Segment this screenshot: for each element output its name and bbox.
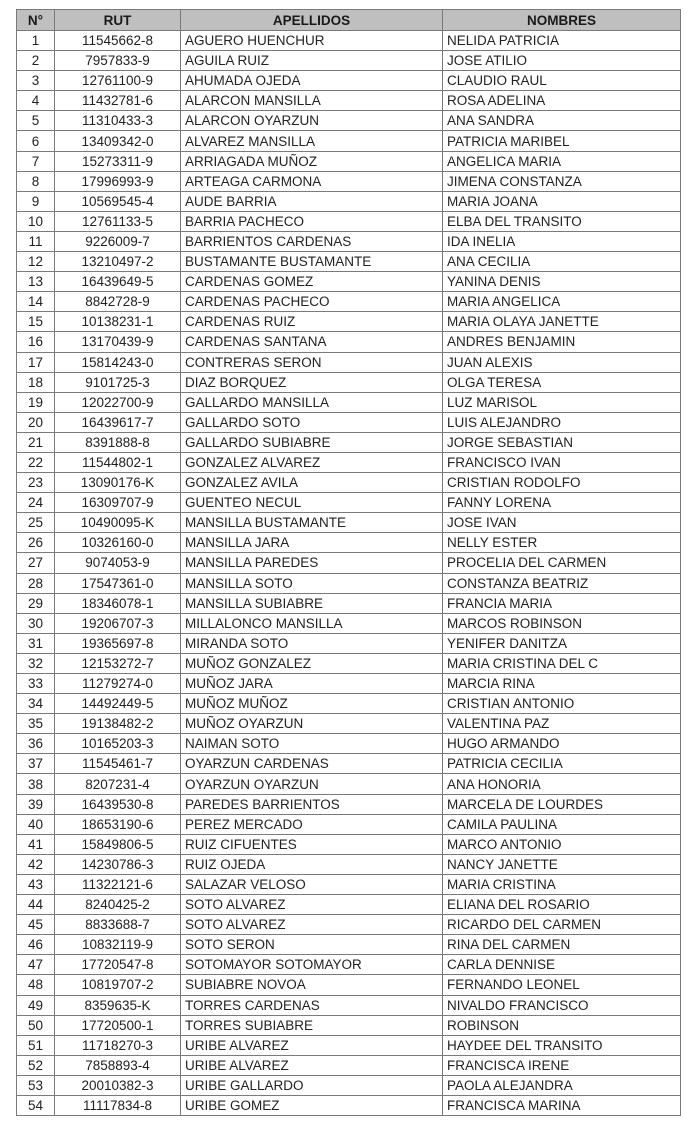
apellidos-cell: MANSILLA SUBIABRE xyxy=(181,593,443,613)
rut-cell: 20010382-3 xyxy=(55,1075,181,1095)
rut-cell: 11279274-0 xyxy=(55,674,181,694)
table-row xyxy=(17,392,681,412)
rut-cell: 8240425-2 xyxy=(55,895,181,915)
apellidos-cell: CARDENAS PACHECO xyxy=(181,292,443,312)
nombres-cell: ANA SANDRA xyxy=(443,111,681,131)
apellidos-cell: NAIMAN SOTO xyxy=(181,734,443,754)
apellidos-cell: TORRES SUBIABRE xyxy=(181,1015,443,1035)
rut-cell: 18653190-6 xyxy=(55,814,181,834)
row-number: 14 xyxy=(17,292,55,312)
rut-cell: 12153272-7 xyxy=(55,653,181,673)
row-number: 38 xyxy=(17,774,55,794)
apellidos-cell: GONZALEZ AVILA xyxy=(181,473,443,493)
nombres-cell: JOSE IVAN xyxy=(443,513,681,533)
header-rut: RUT xyxy=(55,10,181,31)
table-row xyxy=(17,854,681,874)
row-number: 42 xyxy=(17,854,55,874)
nombres-cell: JUAN ALEXIS xyxy=(443,352,681,372)
table-row xyxy=(17,874,681,894)
rut-cell: 10819707-2 xyxy=(55,975,181,995)
rut-cell: 19138482-2 xyxy=(55,714,181,734)
table-row xyxy=(17,292,681,312)
row-number: 49 xyxy=(17,995,55,1015)
table-row xyxy=(17,593,681,613)
row-number: 17 xyxy=(17,352,55,372)
rut-cell: 11544802-1 xyxy=(55,452,181,472)
table-row xyxy=(17,754,681,774)
table-row xyxy=(17,312,681,332)
nombres-cell: NELLY ESTER xyxy=(443,533,681,553)
row-number: 20 xyxy=(17,412,55,432)
table-row xyxy=(17,613,681,633)
row-number: 39 xyxy=(17,794,55,814)
rut-cell: 12022700-9 xyxy=(55,392,181,412)
row-number: 3 xyxy=(17,71,55,91)
apellidos-cell: SOTO ALVAREZ xyxy=(181,915,443,935)
rut-cell: 12761133-5 xyxy=(55,211,181,231)
table-row xyxy=(17,352,681,372)
apellidos-cell: OYARZUN CARDENAS xyxy=(181,754,443,774)
apellidos-cell: URIBE GALLARDO xyxy=(181,1075,443,1095)
rut-cell: 9101725-3 xyxy=(55,372,181,392)
apellidos-cell: TORRES CARDENAS xyxy=(181,995,443,1015)
row-number: 21 xyxy=(17,432,55,452)
rut-cell: 17720500-1 xyxy=(55,1015,181,1035)
nombres-cell: ELBA DEL TRANSITO xyxy=(443,211,681,231)
table-row xyxy=(17,975,681,995)
row-number: 19 xyxy=(17,392,55,412)
nombres-cell: FRANCISCO IVAN xyxy=(443,452,681,472)
row-number: 8 xyxy=(17,171,55,191)
table-row xyxy=(17,473,681,493)
nombres-cell: ROBINSON xyxy=(443,1015,681,1035)
nombres-cell: MARIA OLAYA JANETTE xyxy=(443,312,681,332)
apellidos-cell: RUIZ OJEDA xyxy=(181,854,443,874)
nombres-cell: JOSE ATILIO xyxy=(443,51,681,71)
table-row xyxy=(17,794,681,814)
row-number: 34 xyxy=(17,694,55,714)
rut-cell: 11310433-3 xyxy=(55,111,181,131)
apellidos-cell: OYARZUN OYARZUN xyxy=(181,774,443,794)
apellidos-cell: URIBE ALVAREZ xyxy=(181,1035,443,1055)
apellidos-cell: ALARCON MANSILLA xyxy=(181,91,443,111)
rut-cell: 17547361-0 xyxy=(55,573,181,593)
rut-cell: 11117834-8 xyxy=(55,1095,181,1115)
table-row xyxy=(17,151,681,171)
nombres-cell: FANNY LORENA xyxy=(443,493,681,513)
row-number: 27 xyxy=(17,553,55,573)
row-number: 41 xyxy=(17,834,55,854)
apellidos-cell: CARDENAS GOMEZ xyxy=(181,272,443,292)
row-number: 48 xyxy=(17,975,55,995)
apellidos-cell: RUIZ CIFUENTES xyxy=(181,834,443,854)
row-number: 47 xyxy=(17,955,55,975)
apellidos-cell: ARTEAGA CARMONA xyxy=(181,171,443,191)
row-number: 50 xyxy=(17,1015,55,1035)
rut-cell: 13409342-0 xyxy=(55,131,181,151)
nombres-cell: PATRICIA MARIBEL xyxy=(443,131,681,151)
rut-cell: 14492449-5 xyxy=(55,694,181,714)
row-number: 51 xyxy=(17,1035,55,1055)
nombres-cell: FERNANDO LEONEL xyxy=(443,975,681,995)
rut-cell: 16309707-9 xyxy=(55,493,181,513)
nombres-cell: HUGO ARMANDO xyxy=(443,734,681,754)
nombres-cell: LUIS ALEJANDRO xyxy=(443,412,681,432)
row-number: 46 xyxy=(17,935,55,955)
table-row xyxy=(17,252,681,272)
row-number: 54 xyxy=(17,1095,55,1115)
apellidos-cell: URIBE GOMEZ xyxy=(181,1095,443,1115)
row-number: 33 xyxy=(17,674,55,694)
nombres-cell: FRANCISCA MARINA xyxy=(443,1095,681,1115)
row-number: 4 xyxy=(17,91,55,111)
row-number: 5 xyxy=(17,111,55,131)
nombres-cell: ROSA ADELINA xyxy=(443,91,681,111)
apellidos-cell: AGUILA RUIZ xyxy=(181,51,443,71)
rut-cell: 10138231-1 xyxy=(55,312,181,332)
nombres-cell: MARIA CRISTINA xyxy=(443,874,681,894)
rut-cell: 17996993-9 xyxy=(55,171,181,191)
apellidos-cell: GALLARDO MANSILLA xyxy=(181,392,443,412)
apellidos-cell: BARRIA PACHECO xyxy=(181,211,443,231)
apellidos-cell: MANSILLA JARA xyxy=(181,533,443,553)
registry-table xyxy=(16,9,681,1116)
rut-cell: 10490095-K xyxy=(55,513,181,533)
apellidos-cell: CARDENAS RUIZ xyxy=(181,312,443,332)
header-nombres: NOMBRES xyxy=(443,10,681,31)
apellidos-cell: URIBE ALVAREZ xyxy=(181,1055,443,1075)
table-row xyxy=(17,955,681,975)
rut-cell: 9074053-9 xyxy=(55,553,181,573)
rut-cell: 11432781-6 xyxy=(55,91,181,111)
table-row xyxy=(17,71,681,91)
table-row xyxy=(17,633,681,653)
table-row xyxy=(17,1035,681,1055)
row-number: 7 xyxy=(17,151,55,171)
rut-cell: 12761100-9 xyxy=(55,71,181,91)
row-number: 15 xyxy=(17,312,55,332)
nombres-cell: YENIFER DANITZA xyxy=(443,633,681,653)
rut-cell: 13170439-9 xyxy=(55,332,181,352)
row-number: 6 xyxy=(17,131,55,151)
row-number: 18 xyxy=(17,372,55,392)
row-number: 13 xyxy=(17,272,55,292)
nombres-cell: MARIA CRISTINA DEL C xyxy=(443,653,681,673)
rut-cell: 13090176-K xyxy=(55,473,181,493)
apellidos-cell: SOTOMAYOR SOTOMAYOR xyxy=(181,955,443,975)
nombres-cell: ANA CECILIA xyxy=(443,252,681,272)
row-number: 25 xyxy=(17,513,55,533)
table-row xyxy=(17,412,681,432)
apellidos-cell: CONTRERAS SERON xyxy=(181,352,443,372)
row-number: 30 xyxy=(17,613,55,633)
nombres-cell: CARLA DENNISE xyxy=(443,955,681,975)
rut-cell: 11322121-6 xyxy=(55,874,181,894)
nombres-cell: OLGA TERESA xyxy=(443,372,681,392)
row-number: 52 xyxy=(17,1055,55,1075)
rut-cell: 15849806-5 xyxy=(55,834,181,854)
nombres-cell: ANGELICA MARIA xyxy=(443,151,681,171)
row-number: 40 xyxy=(17,814,55,834)
rut-cell: 15814243-0 xyxy=(55,352,181,372)
table-row xyxy=(17,1075,681,1095)
table-row xyxy=(17,432,681,452)
apellidos-cell: AGUERO HUENCHUR xyxy=(181,31,443,51)
apellidos-cell: SOTO ALVAREZ xyxy=(181,895,443,915)
apellidos-cell: ALVAREZ MANSILLA xyxy=(181,131,443,151)
apellidos-cell: BUSTAMANTE BUSTAMANTE xyxy=(181,252,443,272)
rut-cell: 7858893-4 xyxy=(55,1055,181,1075)
nombres-cell: ELIANA DEL ROSARIO xyxy=(443,895,681,915)
nombres-cell: JIMENA CONSTANZA xyxy=(443,171,681,191)
apellidos-cell: GALLARDO SOTO xyxy=(181,412,443,432)
header-apellidos: APELLIDOS xyxy=(181,10,443,31)
apellidos-cell: MANSILLA SOTO xyxy=(181,573,443,593)
nombres-cell: MARIA JOANA xyxy=(443,191,681,211)
table-row xyxy=(17,674,681,694)
rut-cell: 19206707-3 xyxy=(55,613,181,633)
table-row xyxy=(17,553,681,573)
table-row xyxy=(17,31,681,51)
apellidos-cell: GUENTEO NECUL xyxy=(181,493,443,513)
rut-cell: 10832119-9 xyxy=(55,935,181,955)
table-row xyxy=(17,653,681,673)
rut-cell: 10569545-4 xyxy=(55,191,181,211)
apellidos-cell: MUÑOZ JARA xyxy=(181,674,443,694)
apellidos-cell: CARDENAS SANTANA xyxy=(181,332,443,352)
row-number: 23 xyxy=(17,473,55,493)
nombres-cell: JORGE SEBASTIAN xyxy=(443,432,681,452)
row-number: 16 xyxy=(17,332,55,352)
table-row xyxy=(17,191,681,211)
rut-cell: 13210497-2 xyxy=(55,252,181,272)
rut-cell: 16439617-7 xyxy=(55,412,181,432)
rut-cell: 16439649-5 xyxy=(55,272,181,292)
apellidos-cell: SOTO SERON xyxy=(181,935,443,955)
row-number: 43 xyxy=(17,874,55,894)
row-number: 32 xyxy=(17,653,55,673)
row-number: 31 xyxy=(17,633,55,653)
table-row xyxy=(17,493,681,513)
nombres-cell: FRANCISCA IRENE xyxy=(443,1055,681,1075)
row-number: 9 xyxy=(17,191,55,211)
rut-cell: 18346078-1 xyxy=(55,593,181,613)
nombres-cell: PAOLA ALEJANDRA xyxy=(443,1075,681,1095)
row-number: 24 xyxy=(17,493,55,513)
apellidos-cell: PAREDES BARRIENTOS xyxy=(181,794,443,814)
rut-cell: 8359635-K xyxy=(55,995,181,1015)
table-row xyxy=(17,895,681,915)
row-number: 35 xyxy=(17,714,55,734)
nombres-cell: NANCY JANETTE xyxy=(443,854,681,874)
nombres-cell: MARCO ANTONIO xyxy=(443,834,681,854)
rut-cell: 9226009-7 xyxy=(55,231,181,251)
table-row xyxy=(17,231,681,251)
nombres-cell: LUZ MARISOL xyxy=(443,392,681,412)
apellidos-cell: MANSILLA PAREDES xyxy=(181,553,443,573)
row-number: 37 xyxy=(17,754,55,774)
rut-cell: 11718270-3 xyxy=(55,1035,181,1055)
table-row xyxy=(17,573,681,593)
rut-cell: 7957833-9 xyxy=(55,51,181,71)
row-number: 26 xyxy=(17,533,55,553)
apellidos-cell: MUÑOZ OYARZUN xyxy=(181,714,443,734)
apellidos-cell: MANSILLA BUSTAMANTE xyxy=(181,513,443,533)
nombres-cell: MARCIA RINA xyxy=(443,674,681,694)
table-row xyxy=(17,533,681,553)
nombres-cell: MARCELA DE LOURDES xyxy=(443,794,681,814)
table-row xyxy=(17,834,681,854)
row-number: 36 xyxy=(17,734,55,754)
nombres-cell: CLAUDIO RAUL xyxy=(443,71,681,91)
table-row xyxy=(17,995,681,1015)
nombres-cell: HAYDEE DEL TRANSITO xyxy=(443,1035,681,1055)
rut-cell: 8842728-9 xyxy=(55,292,181,312)
apellidos-cell: PEREZ MERCADO xyxy=(181,814,443,834)
row-number: 11 xyxy=(17,231,55,251)
apellidos-cell: AHUMADA OJEDA xyxy=(181,71,443,91)
row-number: 45 xyxy=(17,915,55,935)
nombres-cell: CAMILA PAULINA xyxy=(443,814,681,834)
row-number: 2 xyxy=(17,51,55,71)
apellidos-cell: MUÑOZ GONZALEZ xyxy=(181,653,443,673)
table-row xyxy=(17,1055,681,1075)
rut-cell: 8833688-7 xyxy=(55,915,181,935)
nombres-cell: NELIDA PATRICIA xyxy=(443,31,681,51)
row-number: 29 xyxy=(17,593,55,613)
apellidos-cell: DIAZ BORQUEZ xyxy=(181,372,443,392)
table-row xyxy=(17,774,681,794)
apellidos-cell: BARRIENTOS CARDENAS xyxy=(181,231,443,251)
rut-cell: 17720547-8 xyxy=(55,955,181,975)
table-row xyxy=(17,935,681,955)
nombres-cell: MARIA ANGELICA xyxy=(443,292,681,312)
apellidos-cell: MIRANDA SOTO xyxy=(181,633,443,653)
rut-cell: 8391888-8 xyxy=(55,432,181,452)
apellidos-cell: SUBIABRE NOVOA xyxy=(181,975,443,995)
nombres-cell: RINA DEL CARMEN xyxy=(443,935,681,955)
table-row xyxy=(17,513,681,533)
table-row xyxy=(17,814,681,834)
nombres-cell: MARCOS ROBINSON xyxy=(443,613,681,633)
row-number: 44 xyxy=(17,895,55,915)
rut-cell: 10326160-0 xyxy=(55,533,181,553)
apellidos-cell: ALARCON OYARZUN xyxy=(181,111,443,131)
apellidos-cell: MUÑOZ MUÑOZ xyxy=(181,694,443,714)
table-row xyxy=(17,51,681,71)
table-row xyxy=(17,1095,681,1115)
nombres-cell: NIVALDO FRANCISCO xyxy=(443,995,681,1015)
table-row xyxy=(17,171,681,191)
row-number: 12 xyxy=(17,252,55,272)
table-row xyxy=(17,91,681,111)
nombres-cell: ANDRES BENJAMIN xyxy=(443,332,681,352)
nombres-cell: CRISTIAN ANTONIO xyxy=(443,694,681,714)
apellidos-cell: AUDE BARRIA xyxy=(181,191,443,211)
nombres-cell: RICARDO DEL CARMEN xyxy=(443,915,681,935)
table-row xyxy=(17,1015,681,1035)
nombres-cell: PROCELIA DEL CARMEN xyxy=(443,553,681,573)
nombres-cell: FRANCIA MARIA xyxy=(443,593,681,613)
header-row xyxy=(17,10,681,31)
row-number: 10 xyxy=(17,211,55,231)
table-row xyxy=(17,714,681,734)
nombres-cell: ANA HONORIA xyxy=(443,774,681,794)
apellidos-cell: GALLARDO SUBIABRE xyxy=(181,432,443,452)
nombres-cell: IDA INELIA xyxy=(443,231,681,251)
apellidos-cell: GONZALEZ ALVAREZ xyxy=(181,452,443,472)
table-row xyxy=(17,452,681,472)
nombres-cell: CONSTANZA BEATRIZ xyxy=(443,573,681,593)
nombres-cell: YANINA DENIS xyxy=(443,272,681,292)
table-row xyxy=(17,131,681,151)
row-number: 28 xyxy=(17,573,55,593)
table-row xyxy=(17,694,681,714)
table-row xyxy=(17,211,681,231)
table-row xyxy=(17,332,681,352)
apellidos-cell: MILLALONCO MANSILLA xyxy=(181,613,443,633)
rut-cell: 11545461-7 xyxy=(55,754,181,774)
nombres-cell: PATRICIA CECILIA xyxy=(443,754,681,774)
rut-cell: 14230786-3 xyxy=(55,854,181,874)
row-number: 53 xyxy=(17,1075,55,1095)
apellidos-cell: ARRIAGADA MUÑOZ xyxy=(181,151,443,171)
table-row xyxy=(17,111,681,131)
rut-cell: 15273311-9 xyxy=(55,151,181,171)
rut-cell: 19365697-8 xyxy=(55,633,181,653)
rut-cell: 16439530-8 xyxy=(55,794,181,814)
apellidos-cell: SALAZAR VELOSO xyxy=(181,874,443,894)
row-number: 22 xyxy=(17,452,55,472)
rut-cell: 10165203-3 xyxy=(55,734,181,754)
table-row xyxy=(17,915,681,935)
table-row xyxy=(17,372,681,392)
table-row xyxy=(17,734,681,754)
header-num: N° xyxy=(17,10,55,31)
rut-cell: 11545662-8 xyxy=(55,31,181,51)
nombres-cell: VALENTINA PAZ xyxy=(443,714,681,734)
nombres-cell: CRISTIAN RODOLFO xyxy=(443,473,681,493)
table-row xyxy=(17,272,681,292)
rut-cell: 8207231-4 xyxy=(55,774,181,794)
row-number: 1 xyxy=(17,31,55,51)
